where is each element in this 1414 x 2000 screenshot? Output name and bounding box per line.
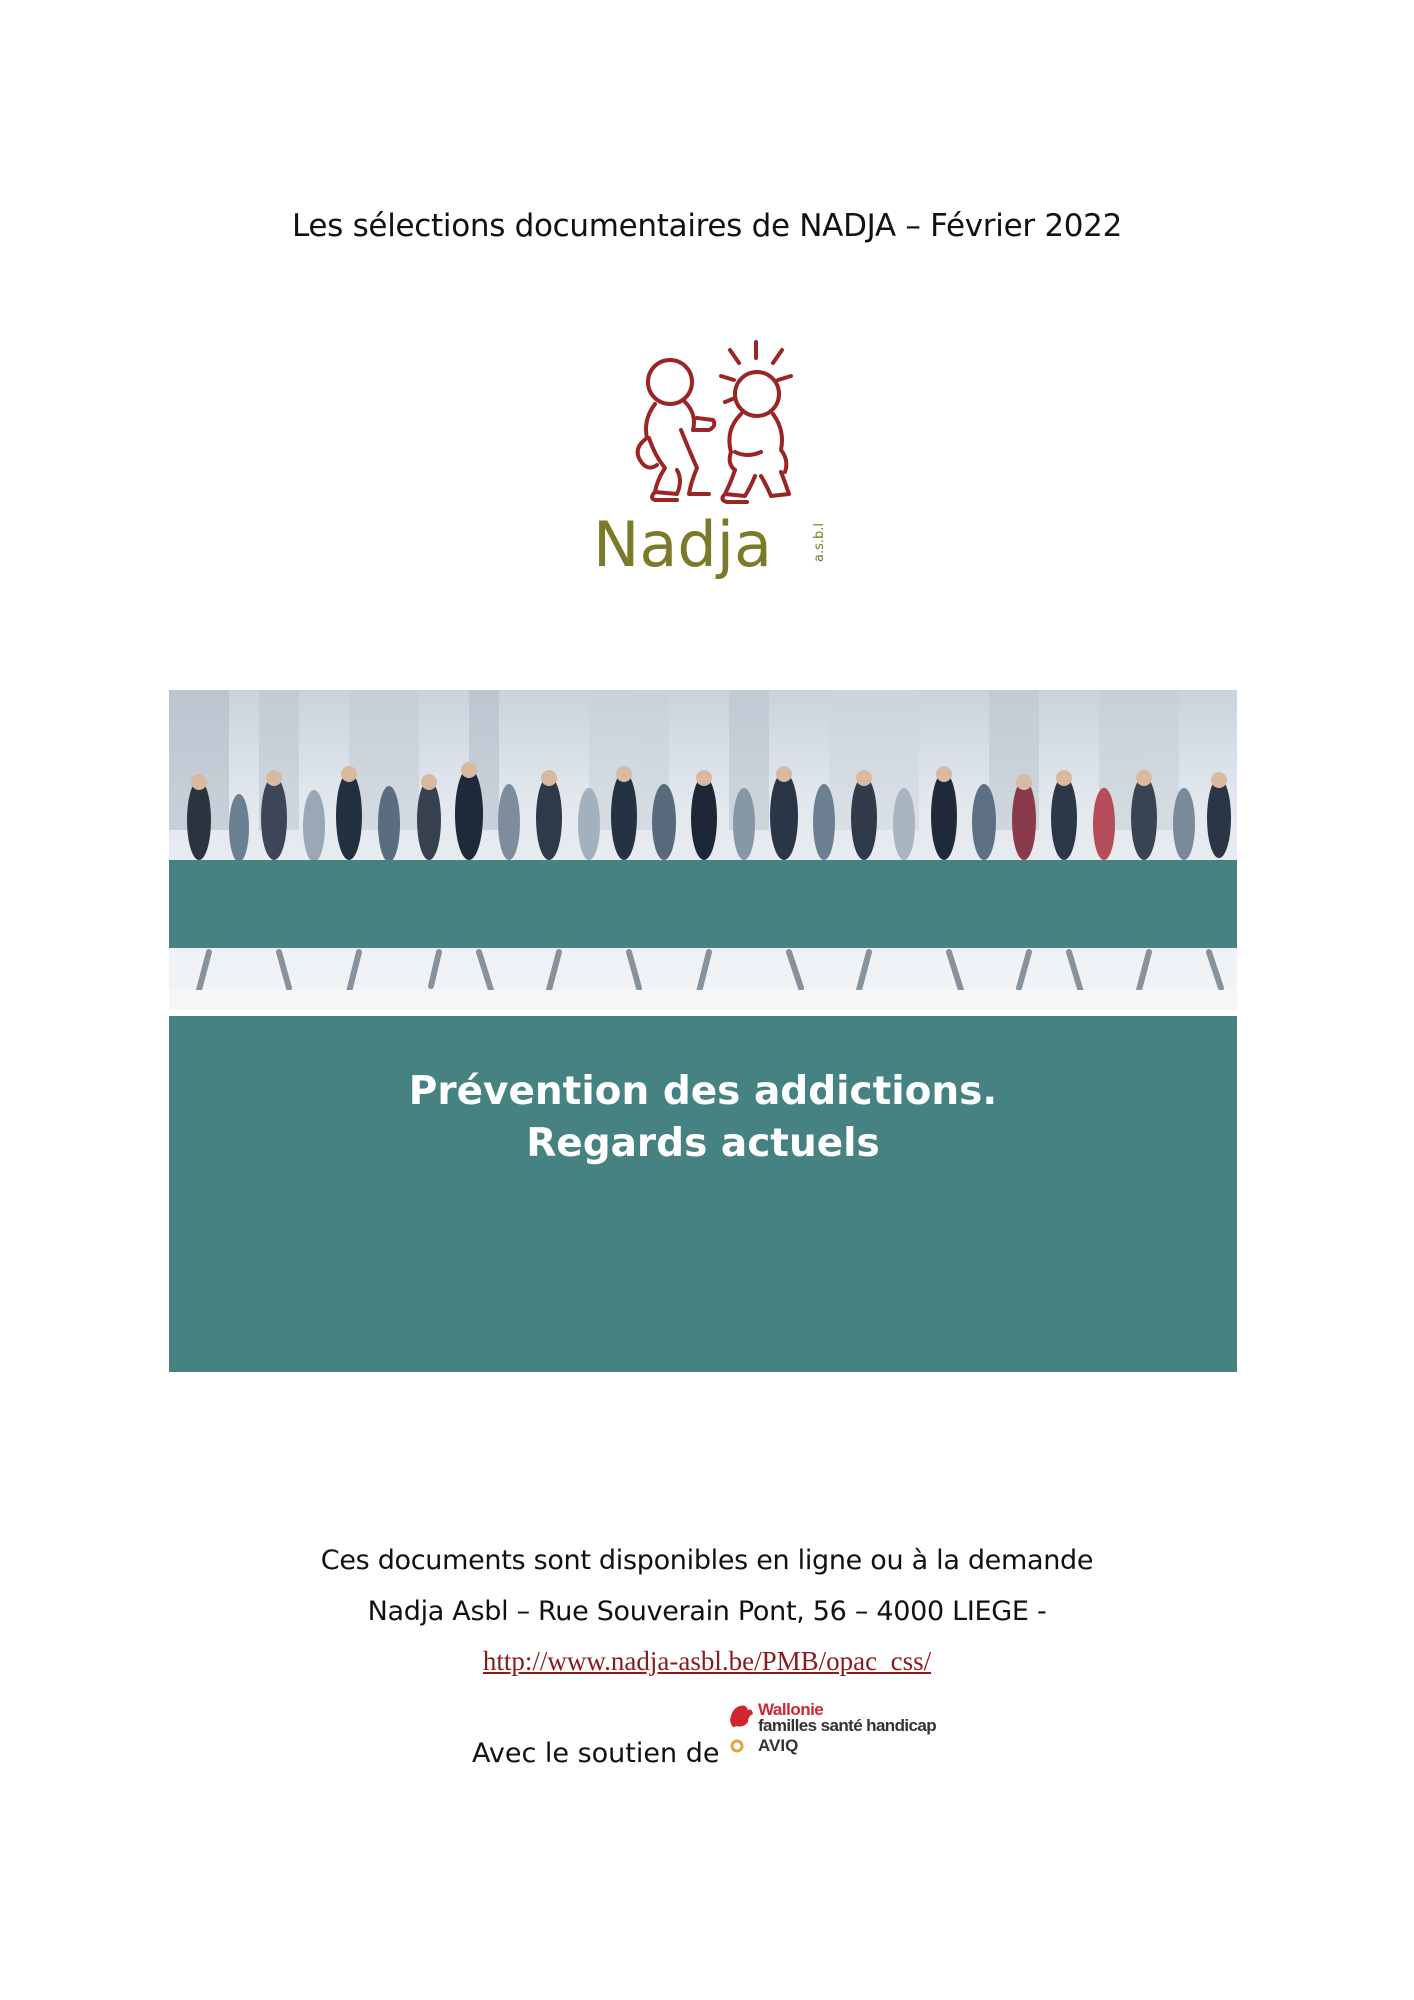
nadja-logo [585, 330, 835, 600]
main-title-line-1: Prévention des addictions. [408, 1069, 998, 1114]
aviq-sponsor-logo [726, 1700, 956, 1770]
availability-note: Ces documents sont disponibles en ligne ou à la demande [320, 1545, 1094, 1576]
logo-suffix: a.s.b.l [812, 523, 827, 562]
title-panel [169, 1016, 1237, 1372]
banner-teal-band [169, 860, 1237, 948]
crowd-photo-graphic [169, 690, 1237, 1010]
document-main-title [169, 1066, 1237, 1170]
nadja-logo-graphic [585, 330, 835, 600]
logo-wordmark: Nadja [593, 508, 772, 581]
address-line: Nadja Asbl – Rue Souverain Pont, 56 – 4000 LIEGE - [367, 1596, 1047, 1627]
sponsor-line-aviq: AVIQ [758, 1736, 799, 1755]
wallonie-rooster-icon [726, 1700, 756, 1760]
main-title-line-2: Regards actuels [526, 1121, 880, 1166]
sponsor-line-familles: familles santé handicap [758, 1716, 936, 1735]
support-label: Avec le soutien de [472, 1738, 720, 1769]
catalog-link[interactable]: http://www.nadja-asbl.be/PMB/opac_css/ [482, 1646, 932, 1676]
crowd-banner-image [169, 690, 1237, 1010]
sponsor-line-wallonie: Wallonie [758, 1700, 824, 1719]
document-header-title: Les sélections documentaires de NADJA – Février 2022 [291, 208, 1123, 244]
